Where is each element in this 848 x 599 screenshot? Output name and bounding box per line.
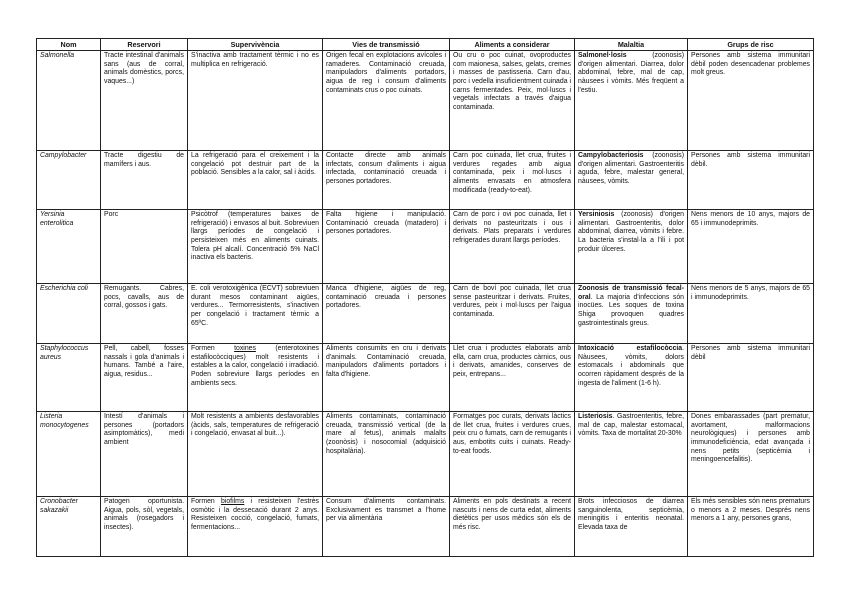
survival-text-continued: i resisteixen l'estrès osmòtic i la dessecació durant 2 anys. Resisteixen cocció, congelació, fumats, fermentacions... xyxy=(191,498,320,531)
survival-text: Molt resistents a ambients desfavorables (àcids, sals, temperatures de refrigeració i congelació, envasat al buit...). xyxy=(191,413,319,438)
disease-cell xyxy=(575,497,688,557)
foods-cell: Carn de porc i ovi poc cuinada, llet i derivats no pasteuritzats i ous i derivats. Plats preparats i verdures refrigerades durant llargs períodes. xyxy=(450,210,575,284)
reservoir-cell: Porc xyxy=(101,210,188,284)
transmission-cell: Origen fecal en explotacions avícoles i ramaderes. Contaminació creuada, manipuladors d'aliments portadors, aigua de reg i consum d'aliments contaminats crus o poc cuinats. xyxy=(323,51,450,151)
disease-cell xyxy=(575,284,688,344)
pathogen-name: Cronobacter sakazakii xyxy=(37,497,101,557)
risk-groups-cell: Persones amb sistema immunitari dèbil xyxy=(688,344,814,412)
foods-cell: Carn poc cuinada, llet crua, fruites i verdures regades amb aigua contaminada, peix i mol·luscs i aliments envasats en atmosfera modificada (ready-to-eat). xyxy=(450,151,575,210)
pathogen-name: Yersinia enterolitica xyxy=(37,210,101,284)
transmission-cell: Contacte directe amb animals infectats, consum d'aliments i aigua infectada, contaminació creuada i persones portadores. xyxy=(323,151,450,210)
risk-groups-cell: Persones amb sistema immunitari dèbil. xyxy=(688,151,814,210)
survival-cell xyxy=(188,210,323,284)
disease-text: (zoonosis) d'origen alimentari. Diarrea, dolor abdominal, febre, mal de cap, nàusees i vòmits. Més freqüent a l'estiu. xyxy=(578,52,684,94)
foods-cell: Ou cru o poc cuinat, ovoproductes com maionesa, salses, gelats, cremes i masses de pastisseria. Carn d'au, porc i vedella insuficientment cuinada i carns fermentades. Peix, mol·luscs i vegetals infectats a través d'aigua contaminada. xyxy=(450,51,575,151)
transmission-cell: Aliments consumits en cru i derivats d'animals. Contaminació creuada, manipuladors d'aliments portadors i falta d'higiene. xyxy=(323,344,450,412)
table-row xyxy=(37,210,814,284)
risk-groups-cell: Nens menors de 10 anys, majors de 65 i immunodeprimits. xyxy=(688,210,814,284)
disease-text: . Gastroenteritis, febre, mal de cap, malestar estomacal, vòmits. Taxa de mortalitat 20-30% xyxy=(578,413,684,438)
header-aliments: Aliments a considerar xyxy=(450,39,575,51)
risk-groups-cell: Dones embarassades (part prematur, avortament, malformacions neurològiques) i persones amb immunodeficiència, edat avançada i nens petits (septicèmia i meningoencefalitis). xyxy=(688,412,814,497)
header-reservori: Reservori xyxy=(101,39,188,51)
survival-cell xyxy=(188,344,323,412)
disease-name: Listeriosis xyxy=(578,413,613,420)
pathogen-name: Staphylococcus aureus xyxy=(37,344,101,412)
disease-cell xyxy=(575,412,688,497)
risk-groups-cell: Els més sensibles són nens prematurs o menors a 2 meses. Després nens menors a 1 any, persones grans, xyxy=(688,497,814,557)
disease-cell xyxy=(575,344,688,412)
survival-underlined-term: toxines xyxy=(234,345,256,352)
transmission-cell: Falta higiene i manipulació. Contaminació creuada (matadero) i persones portadores. xyxy=(323,210,450,284)
survival-underlined-term: biofilms xyxy=(220,498,245,505)
table-row xyxy=(37,497,814,557)
reservoir-cell: Patogen oportunista. Aigua, pols, sòl, vegetals, animals (rosegadors i insectes). xyxy=(101,497,188,557)
survival-text: Formen xyxy=(191,498,221,505)
survival-cell xyxy=(188,497,323,557)
survival-text: S'inactiva amb tractament tèrmic i no es multiplica en refrigeració. xyxy=(191,52,319,68)
disease-cell xyxy=(575,151,688,210)
disease-text: (zoonosis) d'origen alimentari. Gastroenteritis aguda, febre, malestar general, nàusees, vòmits. xyxy=(578,152,684,185)
reservoir-cell: Intestí d'animals i persones (portadors asimptomàtics), medi ambient xyxy=(101,412,188,497)
pathogen-name: Campylobacter xyxy=(37,151,101,210)
header-malaltia: Malaltia xyxy=(575,39,688,51)
survival-cell xyxy=(188,284,323,344)
table-row xyxy=(37,412,814,497)
foods-cell: Formatges poc curats, derivats làctics de llet crua, fruites i verdures crues, peix cru o fumats, carn de remugants i aus, embotits cuits i cuinats. Ready-to-eat foods. xyxy=(450,412,575,497)
header-row xyxy=(37,39,814,51)
reservoir-cell: Tracte intestinal d'animals sans (aus de corral, animals domèstics, porcs, vaques...) xyxy=(101,51,188,151)
foods-cell: Carn de boví poc cuinada, llet crua sense pasteuritzar i derivats. Fruites, verdures, peix i mol·luscs per l'aigua contaminada. xyxy=(450,284,575,344)
pathogen-name: Escherichia coli xyxy=(37,284,101,344)
reservoir-cell: Remugants. Cabres, pocs, cavalls, aus de corral, gossos i gats. xyxy=(101,284,188,344)
foods-cell: Aliments en pols destinats a recent nascuts i nens de curta edat, aliments dietètics per usos mèdics són els de més risc. xyxy=(450,497,575,557)
survival-text: E. coli verotoxigènica (ECVT) sobreviuen durant mesos contaminant aigües, verdures... Termorresistents, s'inactiven per congelació i tractament tèrmic a 65ºC. xyxy=(191,285,319,327)
transmission-cell: Consum d'aliments contaminats. Exclusivament es transmet a l'home per via alimentària xyxy=(323,497,450,557)
reservoir-cell: Pell, cabell, fosses nassals i gola d'animals i humans. També a l'aire, aigua, residus... xyxy=(101,344,188,412)
disease-text: (zoonosis) d'origen alimentari. Gastroenteritis, dolor abdominal, diarrea, vòmits i febre. La bacteria s'instal·la a l'ili i pot produir úlceres. xyxy=(578,211,684,253)
header-grups: Grups de risc xyxy=(688,39,814,51)
disease-name: Campylobacteriosis xyxy=(578,152,644,159)
survival-cell xyxy=(188,151,323,210)
disease-name: Intoxicació estafilocòccia xyxy=(578,345,683,352)
survival-cell xyxy=(188,51,323,151)
disease-cell xyxy=(575,51,688,151)
header-supervivencia: Supervivència xyxy=(188,39,323,51)
header-vies: Vies de transmissió xyxy=(323,39,450,51)
survival-text-continued: (enterotoxines estafilocòcciques) molt resistents i estables a la calor, congelació i irradiació. Poden sobreviure llargs períodes en ambients secs. xyxy=(191,345,319,387)
disease-text: Brots infecciosos de diarrea sanguinolenta, septicèmia, meningitis i enteritis neonatal. Elevada taxa de xyxy=(578,498,684,531)
survival-cell xyxy=(188,412,323,497)
risk-groups-cell: Persones amb sistema immunitari dèbil poden desencadenar problemes molt greus. xyxy=(688,51,814,151)
reservoir-cell: Tracte digestiu de mamífers i aus. xyxy=(101,151,188,210)
survival-text: La refrigeració para el creixement i la congelació pot destruir part de la població. Sensibles a la calor, sal i àcids. xyxy=(191,152,319,177)
table-row xyxy=(37,151,814,210)
food-pathogens-table xyxy=(36,38,814,557)
disease-name: Yersiniosis xyxy=(578,211,615,218)
table-row xyxy=(37,51,814,151)
pathogen-name: Listeria monocytogenes xyxy=(37,412,101,497)
risk-groups-cell: Nens menors de 5 anys, majors de 65 i immunodeprimits. xyxy=(688,284,814,344)
transmission-cell: Aliments contaminats, contaminació creuada, transmissió vertical (de la mare al fetus), animals malalts (zoonòsis) i nosocomial (adquisició hospitalària). xyxy=(323,412,450,497)
survival-text: Psicòtrof (temperatures baixes de refrigeració) i envasos al buit. Sobreviuen llargs períodes de congelació i persisteixen més en aliments cuinats. Tolera pH alcalí. Concentració 5% NaCl inactiva els bacteris. xyxy=(191,211,319,262)
disease-name: Salmonel·losis xyxy=(578,52,627,59)
table-row xyxy=(37,284,814,344)
foods-cell: Llet crua i productes elaborats amb ella, carn crua, productes càrnics, ous i derivats, amanides, conserves de peix, entrepans... xyxy=(450,344,575,412)
pathogen-name: Salmonella xyxy=(37,51,101,151)
disease-text: . La majoria d'infeccions són inocües. Les soques de toxina Shiga provoquen quadres gastrointestinals greus. xyxy=(578,293,684,327)
survival-text: Formen xyxy=(191,345,235,352)
disease-text: . Nàusees, vòmits, dolors estomacals i abdominals que ocorren ràpidament després de la ingesta de l'aliment (1-6 h). xyxy=(578,345,684,387)
disease-name: Zoonosis de transmissió fecal-oral xyxy=(578,285,684,301)
table-row xyxy=(37,344,814,412)
header-nom: Nom xyxy=(37,39,101,51)
disease-cell xyxy=(575,210,688,284)
transmission-cell: Manca d'higiene, aigües de reg, contaminació creuada i persones portadores. xyxy=(323,284,450,344)
